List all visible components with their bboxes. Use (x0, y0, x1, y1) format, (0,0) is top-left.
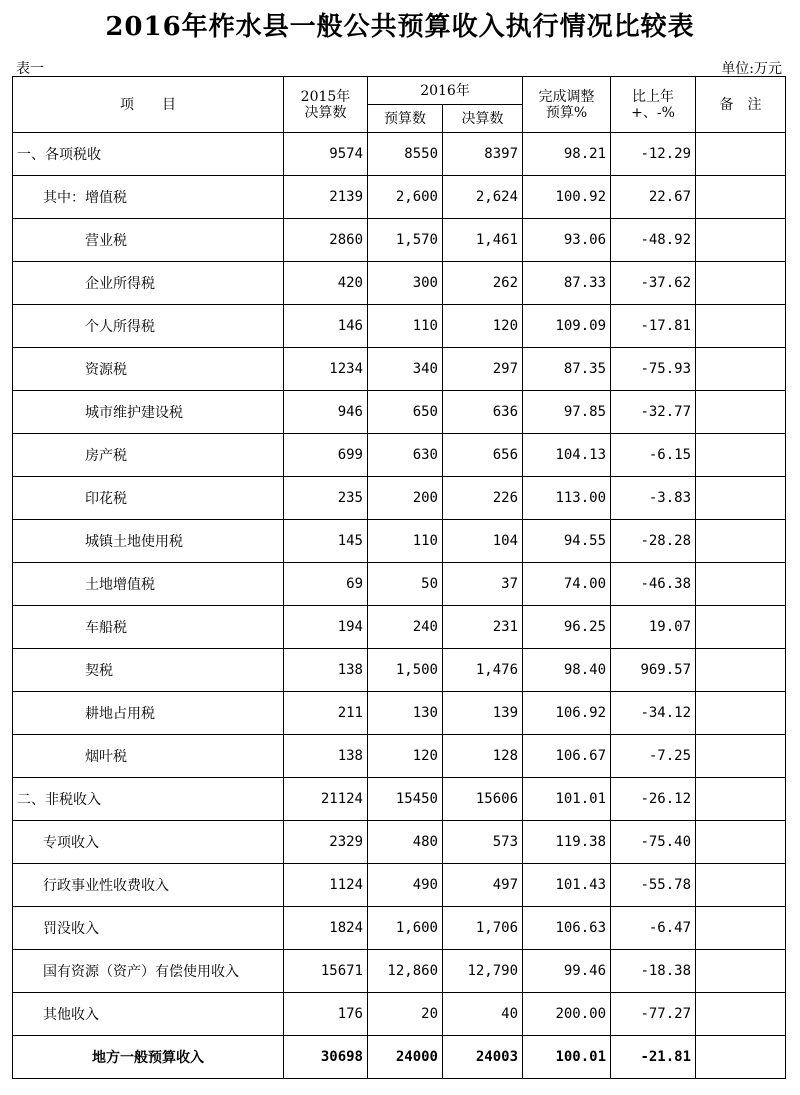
cell-note (696, 434, 786, 477)
total-row (13, 1036, 786, 1079)
header-final: 决算数 (443, 105, 523, 133)
cell-budget: 130 (368, 692, 443, 735)
cell-yoy: -75.93 (611, 348, 696, 391)
cell-completion: 106.92 (523, 692, 611, 735)
table-row (13, 262, 786, 305)
cell-final: 573 (443, 821, 523, 864)
cell-note (696, 821, 786, 864)
cell-yoy: -6.47 (611, 907, 696, 950)
cell-yoy: -12.29 (611, 133, 696, 176)
table-row (13, 563, 786, 606)
cell-y2015: 138 (284, 735, 368, 778)
header-2016: 2016年 (368, 77, 523, 105)
header-completion (523, 77, 611, 133)
cell-final: 15606 (443, 778, 523, 821)
total-completion: 100.01 (523, 1036, 611, 1079)
cell-final: 226 (443, 477, 523, 520)
cell-budget: 20 (368, 993, 443, 1036)
row-item-name: 印花税 (13, 477, 284, 520)
header-completion-line1: 完成调整 (538, 88, 595, 105)
cell-note (696, 348, 786, 391)
row-item-name: 企业所得税 (13, 262, 284, 305)
table-body (13, 133, 786, 1079)
cell-completion: 200.00 (523, 993, 611, 1036)
table-row (13, 993, 786, 1036)
cell-yoy: -6.15 (611, 434, 696, 477)
total-name: 地方一般预算收入 (13, 1036, 284, 1079)
cell-final: 139 (443, 692, 523, 735)
cell-completion: 97.85 (523, 391, 611, 434)
cell-final: 1,706 (443, 907, 523, 950)
table-row (13, 907, 786, 950)
cell-budget: 15450 (368, 778, 443, 821)
cell-final: 12,790 (443, 950, 523, 993)
cell-y2015: 1234 (284, 348, 368, 391)
row-item-name: 房产税 (13, 434, 284, 477)
cell-final: 656 (443, 434, 523, 477)
row-item-name: 土地增值税 (13, 563, 284, 606)
row-item-name: 资源税 (13, 348, 284, 391)
cell-y2015: 21124 (284, 778, 368, 821)
cell-budget: 12,860 (368, 950, 443, 993)
cell-y2015: 15671 (284, 950, 368, 993)
table-row (13, 391, 786, 434)
cell-y2015: 699 (284, 434, 368, 477)
row-item-name: 一、各项税收 (13, 133, 284, 176)
cell-yoy: -28.28 (611, 520, 696, 563)
table-number: 表一 (16, 61, 44, 77)
cell-budget: 120 (368, 735, 443, 778)
cell-note (696, 735, 786, 778)
cell-note (696, 950, 786, 993)
cell-completion: 94.55 (523, 520, 611, 563)
cell-completion: 101.01 (523, 778, 611, 821)
cell-y2015: 211 (284, 692, 368, 735)
cell-final: 40 (443, 993, 523, 1036)
table-row (13, 821, 786, 864)
cell-completion: 119.38 (523, 821, 611, 864)
cell-yoy: -75.40 (611, 821, 696, 864)
cell-yoy: 969.57 (611, 649, 696, 692)
total-y2015: 30698 (284, 1036, 368, 1079)
cell-y2015: 2860 (284, 219, 368, 262)
header-budget: 预算数 (368, 105, 443, 133)
cell-completion: 98.40 (523, 649, 611, 692)
header-item: 项 目 (13, 77, 284, 133)
cell-budget: 2,600 (368, 176, 443, 219)
cell-final: 497 (443, 864, 523, 907)
cell-final: 128 (443, 735, 523, 778)
row-item-name: 国有资源（资产）有偿使用收入 (13, 950, 284, 993)
cell-note (696, 176, 786, 219)
header-note: 备 注 (696, 77, 786, 133)
cell-final: 37 (443, 563, 523, 606)
table-row (13, 950, 786, 993)
cell-budget: 8550 (368, 133, 443, 176)
header-2015-line1: 2015年 (300, 88, 351, 105)
header-yoy (611, 77, 696, 133)
cell-budget: 1,500 (368, 649, 443, 692)
cell-budget: 480 (368, 821, 443, 864)
cell-yoy: -37.62 (611, 262, 696, 305)
row-item-name: 个人所得税 (13, 305, 284, 348)
cell-note (696, 477, 786, 520)
table-row (13, 606, 786, 649)
table-row (13, 219, 786, 262)
cell-completion: 113.00 (523, 477, 611, 520)
cell-note (696, 520, 786, 563)
table-row (13, 520, 786, 563)
row-item-name: 专项收入 (13, 821, 284, 864)
cell-budget: 110 (368, 520, 443, 563)
row-item-name: 城镇土地使用税 (13, 520, 284, 563)
cell-yoy: -46.38 (611, 563, 696, 606)
cell-y2015: 194 (284, 606, 368, 649)
cell-yoy: -32.77 (611, 391, 696, 434)
cell-note (696, 262, 786, 305)
cell-note (696, 133, 786, 176)
cell-yoy: -48.92 (611, 219, 696, 262)
cell-note (696, 391, 786, 434)
cell-note (696, 649, 786, 692)
cell-final: 2,624 (443, 176, 523, 219)
cell-y2015: 146 (284, 305, 368, 348)
cell-note (696, 563, 786, 606)
cell-note (696, 864, 786, 907)
cell-yoy: -7.25 (611, 735, 696, 778)
cell-note (696, 993, 786, 1036)
total-final: 24003 (443, 1036, 523, 1079)
cell-y2015: 420 (284, 262, 368, 305)
cell-final: 120 (443, 305, 523, 348)
cell-y2015: 1824 (284, 907, 368, 950)
cell-budget: 1,600 (368, 907, 443, 950)
cell-final: 262 (443, 262, 523, 305)
header-yoy-line1: 比上年 (632, 88, 675, 105)
table-row (13, 176, 786, 219)
cell-note (696, 305, 786, 348)
cell-yoy: 19.07 (611, 606, 696, 649)
cell-completion: 99.46 (523, 950, 611, 993)
table-row (13, 864, 786, 907)
cell-completion: 101.43 (523, 864, 611, 907)
page-title: 2016年柞水县一般公共预算收入执行情况比较表 (105, 12, 695, 42)
cell-note (696, 778, 786, 821)
table-row (13, 305, 786, 348)
cell-y2015: 2329 (284, 821, 368, 864)
table-row (13, 735, 786, 778)
cell-final: 297 (443, 348, 523, 391)
cell-completion: 93.06 (523, 219, 611, 262)
table-row (13, 477, 786, 520)
cell-budget: 630 (368, 434, 443, 477)
row-item-name: 营业税 (13, 219, 284, 262)
cell-budget: 50 (368, 563, 443, 606)
table-row (13, 133, 786, 176)
row-item-name: 耕地占用税 (13, 692, 284, 735)
cell-note (696, 907, 786, 950)
cell-final: 1,476 (443, 649, 523, 692)
cell-completion: 87.33 (523, 262, 611, 305)
cell-budget: 490 (368, 864, 443, 907)
cell-yoy: -26.12 (611, 778, 696, 821)
cell-yoy: -3.83 (611, 477, 696, 520)
cell-final: 104 (443, 520, 523, 563)
cell-y2015: 176 (284, 993, 368, 1036)
cell-y2015: 235 (284, 477, 368, 520)
total-note (696, 1036, 786, 1079)
cell-completion: 109.09 (523, 305, 611, 348)
header-completion-line2: 预算% (545, 104, 588, 121)
table-row (13, 778, 786, 821)
cell-budget: 300 (368, 262, 443, 305)
cell-y2015: 2139 (284, 176, 368, 219)
cell-budget: 110 (368, 305, 443, 348)
cell-completion: 104.13 (523, 434, 611, 477)
row-item-name: 车船税 (13, 606, 284, 649)
budget-table (12, 76, 786, 1079)
cell-yoy: 22.67 (611, 176, 696, 219)
cell-budget: 1,570 (368, 219, 443, 262)
row-item-name: 其他收入 (13, 993, 284, 1036)
cell-note (696, 219, 786, 262)
cell-yoy: -18.38 (611, 950, 696, 993)
cell-completion: 87.35 (523, 348, 611, 391)
cell-budget: 240 (368, 606, 443, 649)
cell-completion: 106.67 (523, 735, 611, 778)
cell-yoy: -34.12 (611, 692, 696, 735)
cell-completion: 74.00 (523, 563, 611, 606)
cell-budget: 650 (368, 391, 443, 434)
cell-yoy: -55.78 (611, 864, 696, 907)
header-2015 (284, 77, 368, 133)
cell-budget: 340 (368, 348, 443, 391)
cell-y2015: 9574 (284, 133, 368, 176)
cell-final: 1,461 (443, 219, 523, 262)
cell-completion: 98.21 (523, 133, 611, 176)
cell-completion: 106.63 (523, 907, 611, 950)
cell-y2015: 69 (284, 563, 368, 606)
cell-note (696, 692, 786, 735)
row-item-name: 城市维护建设税 (13, 391, 284, 434)
cell-y2015: 145 (284, 520, 368, 563)
cell-y2015: 946 (284, 391, 368, 434)
cell-final: 636 (443, 391, 523, 434)
total-yoy: -21.81 (611, 1036, 696, 1079)
table-row (13, 434, 786, 477)
row-item-name: 契税 (13, 649, 284, 692)
cell-y2015: 138 (284, 649, 368, 692)
header-2015-line2: 决算数 (304, 104, 347, 121)
row-item-name: 罚没收入 (13, 907, 284, 950)
unit-label: 单位:万元 (721, 61, 782, 77)
header-yoy-line2: +、-% (631, 104, 675, 121)
cell-note (696, 606, 786, 649)
cell-final: 8397 (443, 133, 523, 176)
row-item-name: 行政事业性收费收入 (13, 864, 284, 907)
table-row (13, 649, 786, 692)
total-budget: 24000 (368, 1036, 443, 1079)
cell-budget: 200 (368, 477, 443, 520)
cell-completion: 100.92 (523, 176, 611, 219)
row-item-name: 烟叶税 (13, 735, 284, 778)
table-row (13, 692, 786, 735)
cell-yoy: -17.81 (611, 305, 696, 348)
cell-y2015: 1124 (284, 864, 368, 907)
cell-yoy: -77.27 (611, 993, 696, 1036)
row-item-name: 二、非税收入 (13, 778, 284, 821)
table-row (13, 348, 786, 391)
row-item-name: 其中：增值税 (13, 176, 284, 219)
cell-final: 231 (443, 606, 523, 649)
cell-completion: 96.25 (523, 606, 611, 649)
